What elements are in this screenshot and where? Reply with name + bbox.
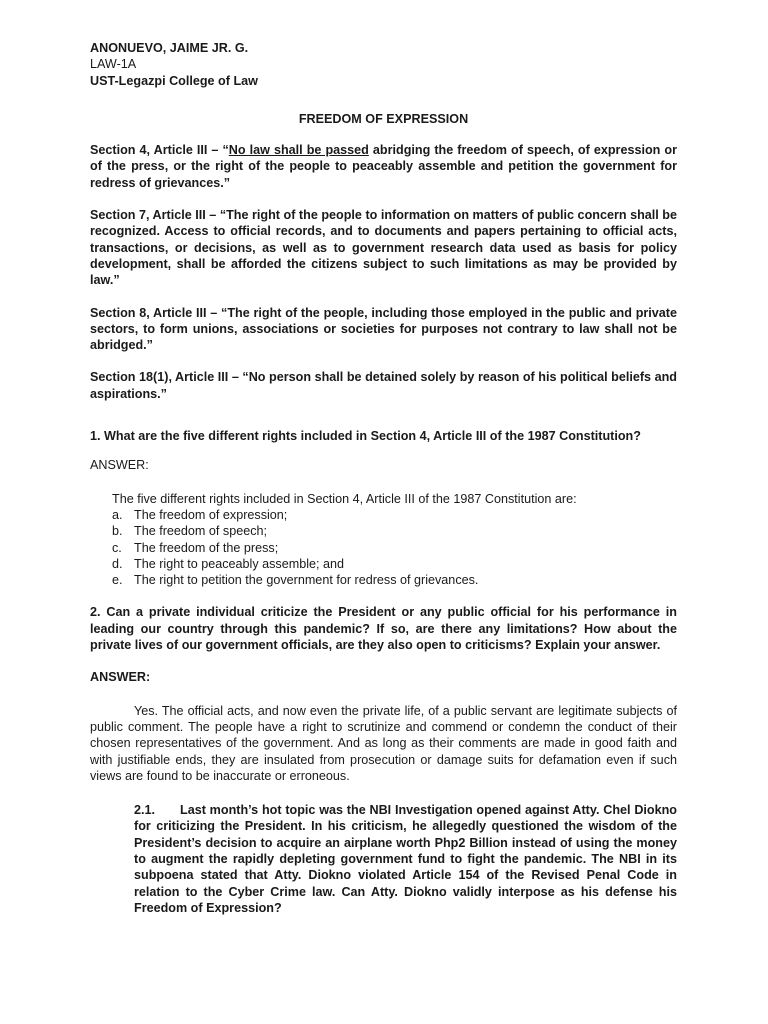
section-8-quote: Section 8, Article III – “The right of the people, including those employed in the public and private sectors, to form unions, associations or societies for purposes not contrary to law shall not be abridged.”: [90, 305, 677, 353]
rights-list: [112, 507, 677, 588]
list-item: [112, 540, 677, 556]
list-marker: d.: [112, 556, 123, 571]
answer-1-body: [90, 491, 677, 589]
answer-1-label: ANSWER:: [90, 458, 149, 473]
class-label: LAW-1A: [90, 57, 137, 72]
answer-2-label: ANSWER:: [90, 670, 151, 685]
school-name: UST-Legazpi College of Law: [90, 73, 258, 88]
section-18-quote: Section 18(1), Article III – “No person shall be detained solely by reason of his political beliefs and aspirations.”: [90, 370, 677, 401]
section-4-quote: [90, 142, 677, 191]
list-text: The freedom of speech;: [134, 524, 268, 539]
list-item: [112, 572, 677, 588]
question-1: 1. What are the five different rights included in Section 4, Article III of the 1987 Constitution?: [90, 429, 641, 444]
list-marker: a.: [112, 507, 123, 522]
section-4-prefix: Section 4, Article III – “: [90, 143, 229, 158]
list-item: [112, 556, 677, 572]
section-4-rest: abridging the freedom of speech, of expression or of the press, or the right of the people to peaceably assemble and petition the government for redress of grievances.”: [90, 143, 677, 190]
answer-1-intro: The five different rights included in Section 4, Article III of the 1987 Constitution are:: [112, 491, 577, 506]
document-title: FREEDOM OF EXPRESSION: [298, 111, 469, 126]
list-marker: e.: [112, 573, 123, 588]
list-marker: b.: [112, 524, 123, 539]
answer-2-text: Yes. The official acts, and now even the private life, of a public servant are legitimate subjects of public comment. The people have a right to scrutinize and commend or condemn the conduct of their chosen representatives of the government. And as long as their comments are made in good faith and with justifiable ends, they are insulated from prosecution or damage suits for defamation even if such views are found to be inaccurate or erroneous.: [90, 703, 677, 783]
question-2: 2. Can a private individual criticize the President or any public official for his performance in leading our country through this pandemic? If so, are there any limitations? How about the private lives of our government officials, are they also open to criticisms? Explain your answer.: [90, 605, 677, 653]
author-name: ANONUEVO, JAIME JR. G.: [90, 41, 249, 55]
author-header: [90, 40, 677, 89]
question-2-1-number: 2.1.: [134, 803, 156, 818]
list-text: The right to peaceably assemble; and: [134, 556, 345, 571]
list-text: The freedom of expression;: [134, 507, 288, 522]
list-text: The freedom of the press;: [134, 540, 279, 555]
section-7-quote: Section 7, Article III – “The right of the people to information on matters of public concern shall be recognized. Access to official records, and to documents and papers pertaining to official acts, transactions, or decisions, as well as to government research data used as basis for policy development, shall be afforded the citizens subject to such limitations as may be provided by law.”: [90, 208, 677, 288]
list-marker: c.: [112, 540, 122, 555]
question-2-1-text: Last month’s hot topic was the NBI Investigation opened against Atty. Chel Diokno for criticizing the President. In his criticism, he allegedly questioned the wisdom of the President’s decision to acquire an airplane worth Php2 Billion instead of using the money to augment the rapidly depleting government fund to fight the pandemic. The NBI in its subpoena stated that Atty. Diokno violated Article 154 of the Revised Penal Code in relation to the Cyber Crime law. Can Atty. Diokno validly interpose as his defense his Freedom of Expression?: [134, 803, 677, 915]
question-2-1: [90, 802, 677, 916]
list-item: [112, 507, 677, 523]
list-text: The right to petition the government for redress of grievances.: [134, 573, 479, 588]
section-4-underlined: No law shall be passed: [228, 143, 369, 158]
list-item: [112, 523, 677, 539]
